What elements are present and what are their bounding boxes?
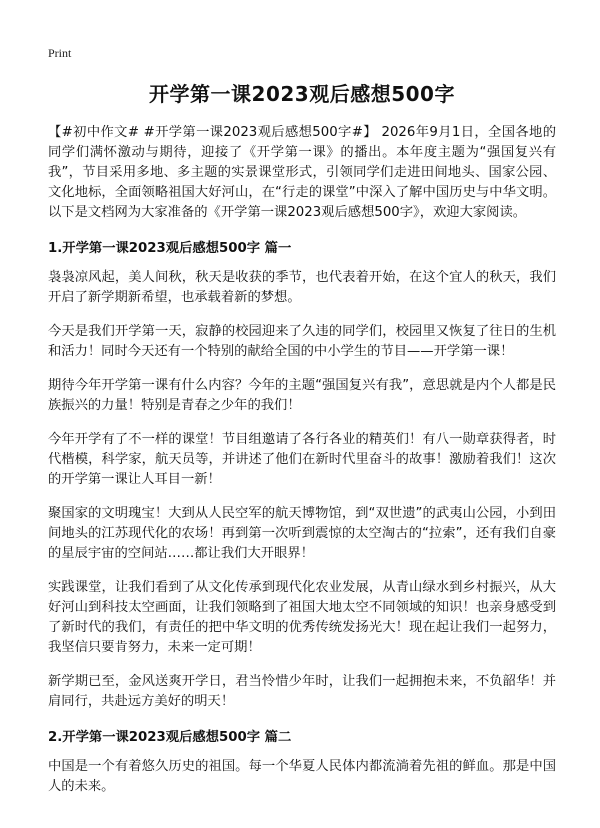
paragraph: 中国是一个有着悠久历史的祖国。每一个华夏人民体内都流淌着先祖的鲜血。那是中国人的未来。 — [48, 759, 556, 794]
section-1 — [48, 237, 556, 712]
paragraph: 期待今年开学第一课有什么内容？今年的主题“强国复兴有我”，意思就是内个人都是民族振兴的力量！特别是青春之少年的我们！ — [48, 378, 556, 413]
article — [48, 78, 556, 811]
paragraph: 实践课堂，让我们看到了从文化传承到现代化农业发展，从青山绿水到乡村振兴，从大好河山到科技太空画面，让我们领略到了祖国大地太空不同领域的知识！也亲身感受到了新时代的我们，有责任的把中华文明的优秀传统发扬光大！现在起让我们一起努力，我坚信只要肯努力，未来一定可期！ — [48, 580, 556, 655]
paragraph: 今年开学有了不一样的课堂！节目组邀请了各行各业的精英们！有八一勋章获得者，时代楷模，科学家，航天员等，并讲述了他们在新时代里奋斗的故事！激励着我们！这次的开学第一课让人耳目一新！ — [48, 432, 556, 487]
paragraph: 新学期已至，金风送爽开学日，君当怜惜少年时，让我们一起拥抱未来，不负韶华！并肩同行，共赴远方美好的明天！ — [48, 674, 556, 709]
paragraph: 聚国家的文明瑰宝！大到从人民空军的航天博物馆，到“双世遗”的武夷山公园，小到田间地头的江苏现代化的农场！再到第一次听到震惊的太空淘古的“拉索”，还有我们自豪的星辰宇宙的空间站……都让我们大开眼界！ — [48, 506, 556, 561]
section-heading: 2.开学第一课2023观后感想500字 篇二 — [48, 730, 292, 745]
print-link[interactable]: Print — [48, 46, 72, 60]
page-title: 开学第一课2023观后感想500字 — [149, 82, 455, 106]
intro-paragraph: 【#初中作文# #开学第一课2023观后感想500字#】 2026年9月1日，全国各地的同学们满怀激动与期待，迎接了《开学第一课》的播出。本年度主题为“强国复兴有我”，节目采用多地、多主题的实景课堂形式，引领同学们走进田间地头、国家公园、文化地标，全面领略祖国大好河山，在“行走的课堂”中深入了解中国历史与中华文明。以下是文档网为大家准备的《开学第一课2023观后感想500字》，欢迎大家阅读。 — [48, 125, 556, 220]
section-2 — [48, 726, 556, 797]
paragraph: 袅袅凉风起，美人间秋，秋天是收获的季节，也代表着开始，在这个宜人的秋天，我们开启了新学期新希望，也承载着新的梦想。 — [48, 270, 556, 305]
paragraph: 今天是我们开学第一天，寂静的校园迎来了久违的同学们，校园里又恢复了往日的生机和活力！同时今天还有一个特别的献给全国的中小学生的节目——开学第一课！ — [48, 324, 556, 359]
section-heading: 1.开学第一课2023观后感想500字 篇一 — [48, 241, 292, 256]
